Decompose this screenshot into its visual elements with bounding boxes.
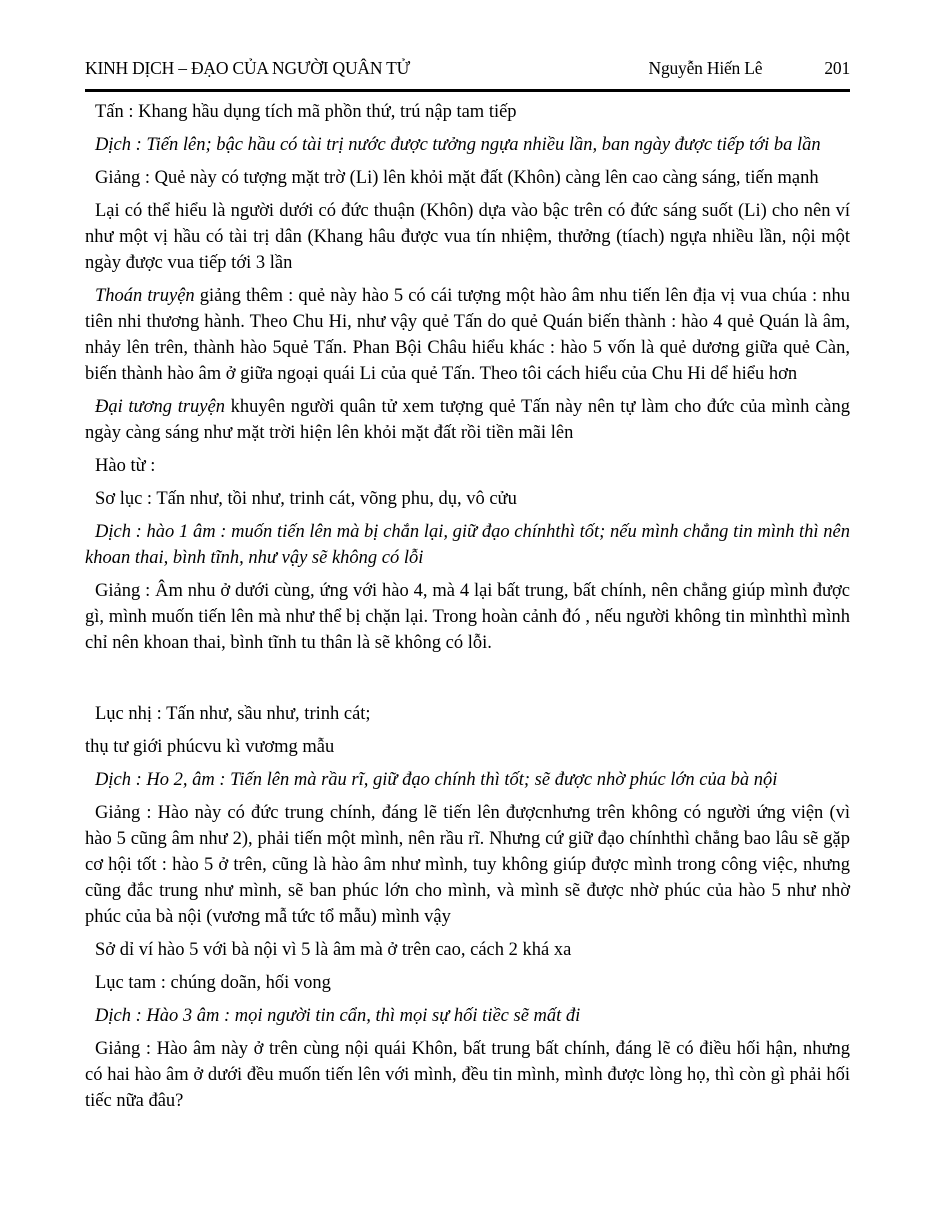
paragraph-text: Dịch : Tiến lên; bậc hầu có tài trị nước được tưởng ngựa nhiều lần, ban ngày được tiếp tới ba lần — [95, 135, 821, 155]
paragraph-text: Lục nhị : Tấn như, sầu như, trinh cát; — [95, 704, 371, 724]
paragraph-text: Lục tam : chúng doãn, hối vong — [95, 973, 331, 993]
paragraph-hexagram-text — [85, 99, 850, 125]
paragraph-text: Dịch : Hào 3 âm : mọi người tin cẩn, thì mọi sự hối tiềc sẽ mất đi — [95, 1006, 581, 1026]
paragraph-text: giảng thêm : quẻ này hào 5 có cái tượng một hào âm nhu tiến lên địa vị vua chúa : nhu tiên nhi thương hành. Theo Chu Hi, như vậy quẻ Tấn do quẻ Quán biến thành : hào 4 quẻ Quán là âm, nhảy lên trên, thành hào 5quẻ Tấn. Phan Bội Châu hiểu khác : hào 5 vốn là quẻ dương giữa quẻ Càn, biến thành hào âm ở giữa ngoại quái Li của quẻ Tấn. Theo tôi cách hiểu của Chu Hi dể hiểu hơn — [85, 286, 850, 384]
paragraph-so-luc — [85, 486, 850, 512]
paragraph-luc-tam — [85, 970, 850, 996]
paragraph-text: Giảng : Hào âm này ở trên cùng nội quái Khôn, bất trung bất chính, đáng lẽ có điều hối hận, nhưng có hai hào âm ở dưới đều muốn tiến lên với mình, đều tin mình, mình được lòng họ, thì còn gì phải hối tiếc nữa đâu? — [85, 1039, 850, 1111]
paragraph-text: Tấn : Khang hầu dụng tích mã phồn thứ, trú nập tam tiếp — [95, 102, 517, 122]
paragraph-thoan-truyen — [85, 283, 850, 387]
page-number: 201 — [824, 58, 850, 78]
paragraph-dich-hao-1 — [85, 519, 850, 571]
author-name: Nguyễn Hiến Lê — [648, 58, 763, 78]
paragraph-text: Dịch : hào 1 âm : muốn tiến lên mà bị chắn lại, giữ đạo chínhthì tốt; nếu mình chẳng tin mình thì nên khoan thai, bình tĩnh, như vậy sẽ không có lỗi — [85, 522, 850, 568]
paragraph-giang-hao-3 — [85, 1036, 850, 1114]
paragraph-dich-hao-2 — [85, 767, 850, 793]
header-rule — [85, 89, 850, 92]
paragraph-so-di-note — [85, 937, 850, 963]
paragraph-text: Sơ lục : Tấn như, tồi như, trinh cát, võng phu, dụ, vô cửu — [95, 489, 517, 509]
paragraph-lead: Thoán truyện — [95, 286, 195, 306]
paragraph-text: Sở dỉ ví hào 5 với bà nội vì 5 là âm mà ở trên cao, cách 2 khá xa — [95, 940, 572, 960]
paragraph-giang-hao-2 — [85, 800, 850, 930]
page-body — [85, 99, 850, 1114]
paragraph-commentary — [85, 198, 850, 276]
paragraph-dich-translation — [85, 132, 850, 158]
paragraph-text: Lại có thể hiểu là người dưới có đức thuận (Khôn) dựa vào bậc trên có đức sáng suốt (Li) cho nên ví như một vị hầu có tài trị dân (Khang hâu được vua tín nhiệm, thưởng (tíach) ngựa nhiều lần, nội một ngày được vua tiếp tới 3 lần — [85, 201, 850, 273]
hao-tu-heading — [85, 453, 850, 479]
paragraph-text: Giảng : Âm nhu ở dưới cùng, ứng với hào 4, mà 4 lại bất trung, bất chính, nên chẳng giúp mình được gì, mình muốn tiến lên mà như thể bị chặn lại. Trong hoàn cảnh đó , nếu người không tin mìnhthì mình chỉ nên khoan thai, bình tĩnh tu thân là sẽ không có lỗi. — [85, 581, 850, 653]
paragraph-luc-nhi — [85, 701, 850, 727]
paragraph-text: Giảng : Quẻ này có tượng mặt trờ (Li) lên khỏi mặt đất (Khôn) càng lên cao càng sáng, tiến mạnh — [95, 168, 819, 188]
paragraph-text: Hào từ : — [95, 456, 156, 476]
paragraph-dich-hao-3 — [85, 1003, 850, 1029]
paragraph-text: Giảng : Hào này có đức trung chính, đáng lẽ tiến lên đượcnhưng trên không có người ứng viện (vì hào 5 cũng âm như 2), phải tiến một mình, nên rầu rĩ. Nhưng cứ giữ đạo chínhthì chẳng bao lâu sẽ gặp cơ hội tốt : hào 5 ở trên, cũng là hào âm như mình, tuy không giúp được mình trong công việc, nhưng cũng đắc trung như mình, sẽ ban phúc lớn cho mình, và mình sẽ được nhờ phúc của hào 5 như nhờ phúc của bà nội (vương mẫ tức tổ mẫu) mình vậy — [85, 803, 850, 927]
paragraph-giang-hao-1 — [85, 578, 850, 656]
paragraph-giang-commentary — [85, 165, 850, 191]
page-header — [85, 58, 850, 79]
paragraph-text: khuyên người quân tử xem tượng quẻ Tấn này nên tự làm cho đức của mình càng ngày càng sáng như mặt trời hiện lên khỏi mặt đất rồi tiền mãi lên — [85, 397, 850, 443]
running-title: KINH DỊCH – ĐẠO CỦA NGƯỜI QUÂN TỬ — [85, 58, 411, 78]
paragraph-text: thụ tư giới phúcvu kì vươmg mẫu — [85, 737, 335, 757]
paragraph-text: Dịch : Ho 2, âm : Tiến lên mà rầu rĩ, giữ đạo chính thì tốt; sẽ được nhờ phúc lớn của bà nội — [95, 770, 778, 790]
paragraph-dai-tuong-truyen — [85, 394, 850, 446]
paragraph-luc-nhi-continued — [85, 734, 850, 760]
paragraph-lead: Đại tương truyện — [95, 397, 225, 417]
